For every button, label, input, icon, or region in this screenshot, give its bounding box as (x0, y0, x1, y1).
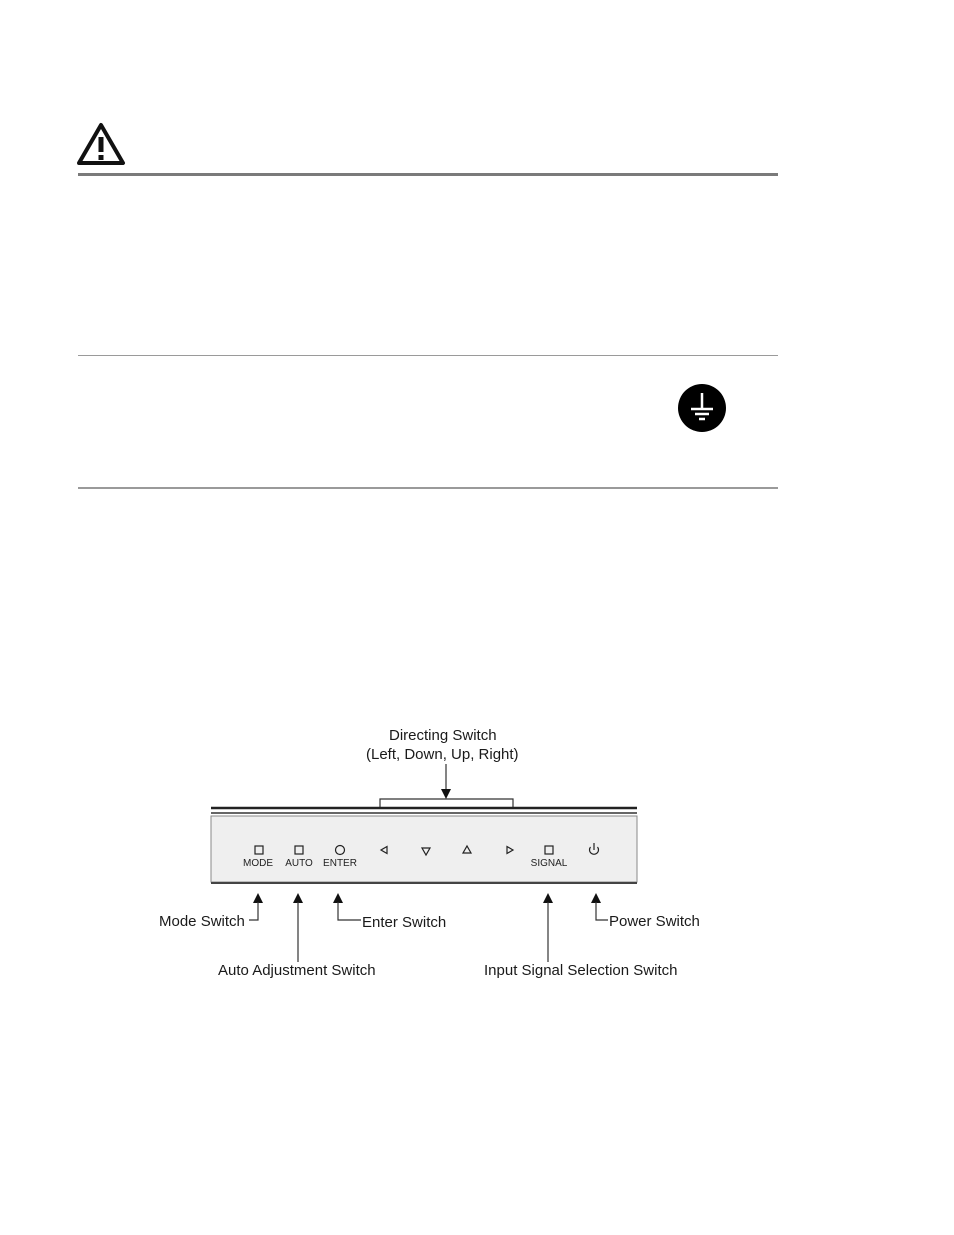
signal-label: SIGNAL (530, 858, 568, 869)
enter-label: ENTER (323, 858, 357, 869)
enter-switch-leader (333, 893, 361, 920)
input-signal-selection-switch-callout: Input Signal Selection Switch (484, 962, 678, 979)
enter-switch-callout: Enter Switch (362, 914, 447, 931)
directing-bracket (380, 764, 513, 808)
power-switch-leader (591, 893, 608, 920)
auto-label: AUTO (285, 858, 313, 869)
power-switch-callout: Power Switch (609, 913, 700, 930)
directing-switch-subtitle: (Left, Down, Up, Right) (366, 746, 519, 763)
mode-label: MODE (243, 858, 273, 869)
mode-switch-leader (249, 893, 263, 920)
signal-switch-leader (543, 893, 553, 962)
panel-body (211, 808, 637, 883)
auto-switch-leader (293, 893, 303, 962)
directing-switch-title: Directing Switch (389, 727, 497, 744)
auto-adjustment-switch-callout: Auto Adjustment Switch (218, 962, 376, 979)
mode-switch-callout: Mode Switch (159, 913, 245, 930)
